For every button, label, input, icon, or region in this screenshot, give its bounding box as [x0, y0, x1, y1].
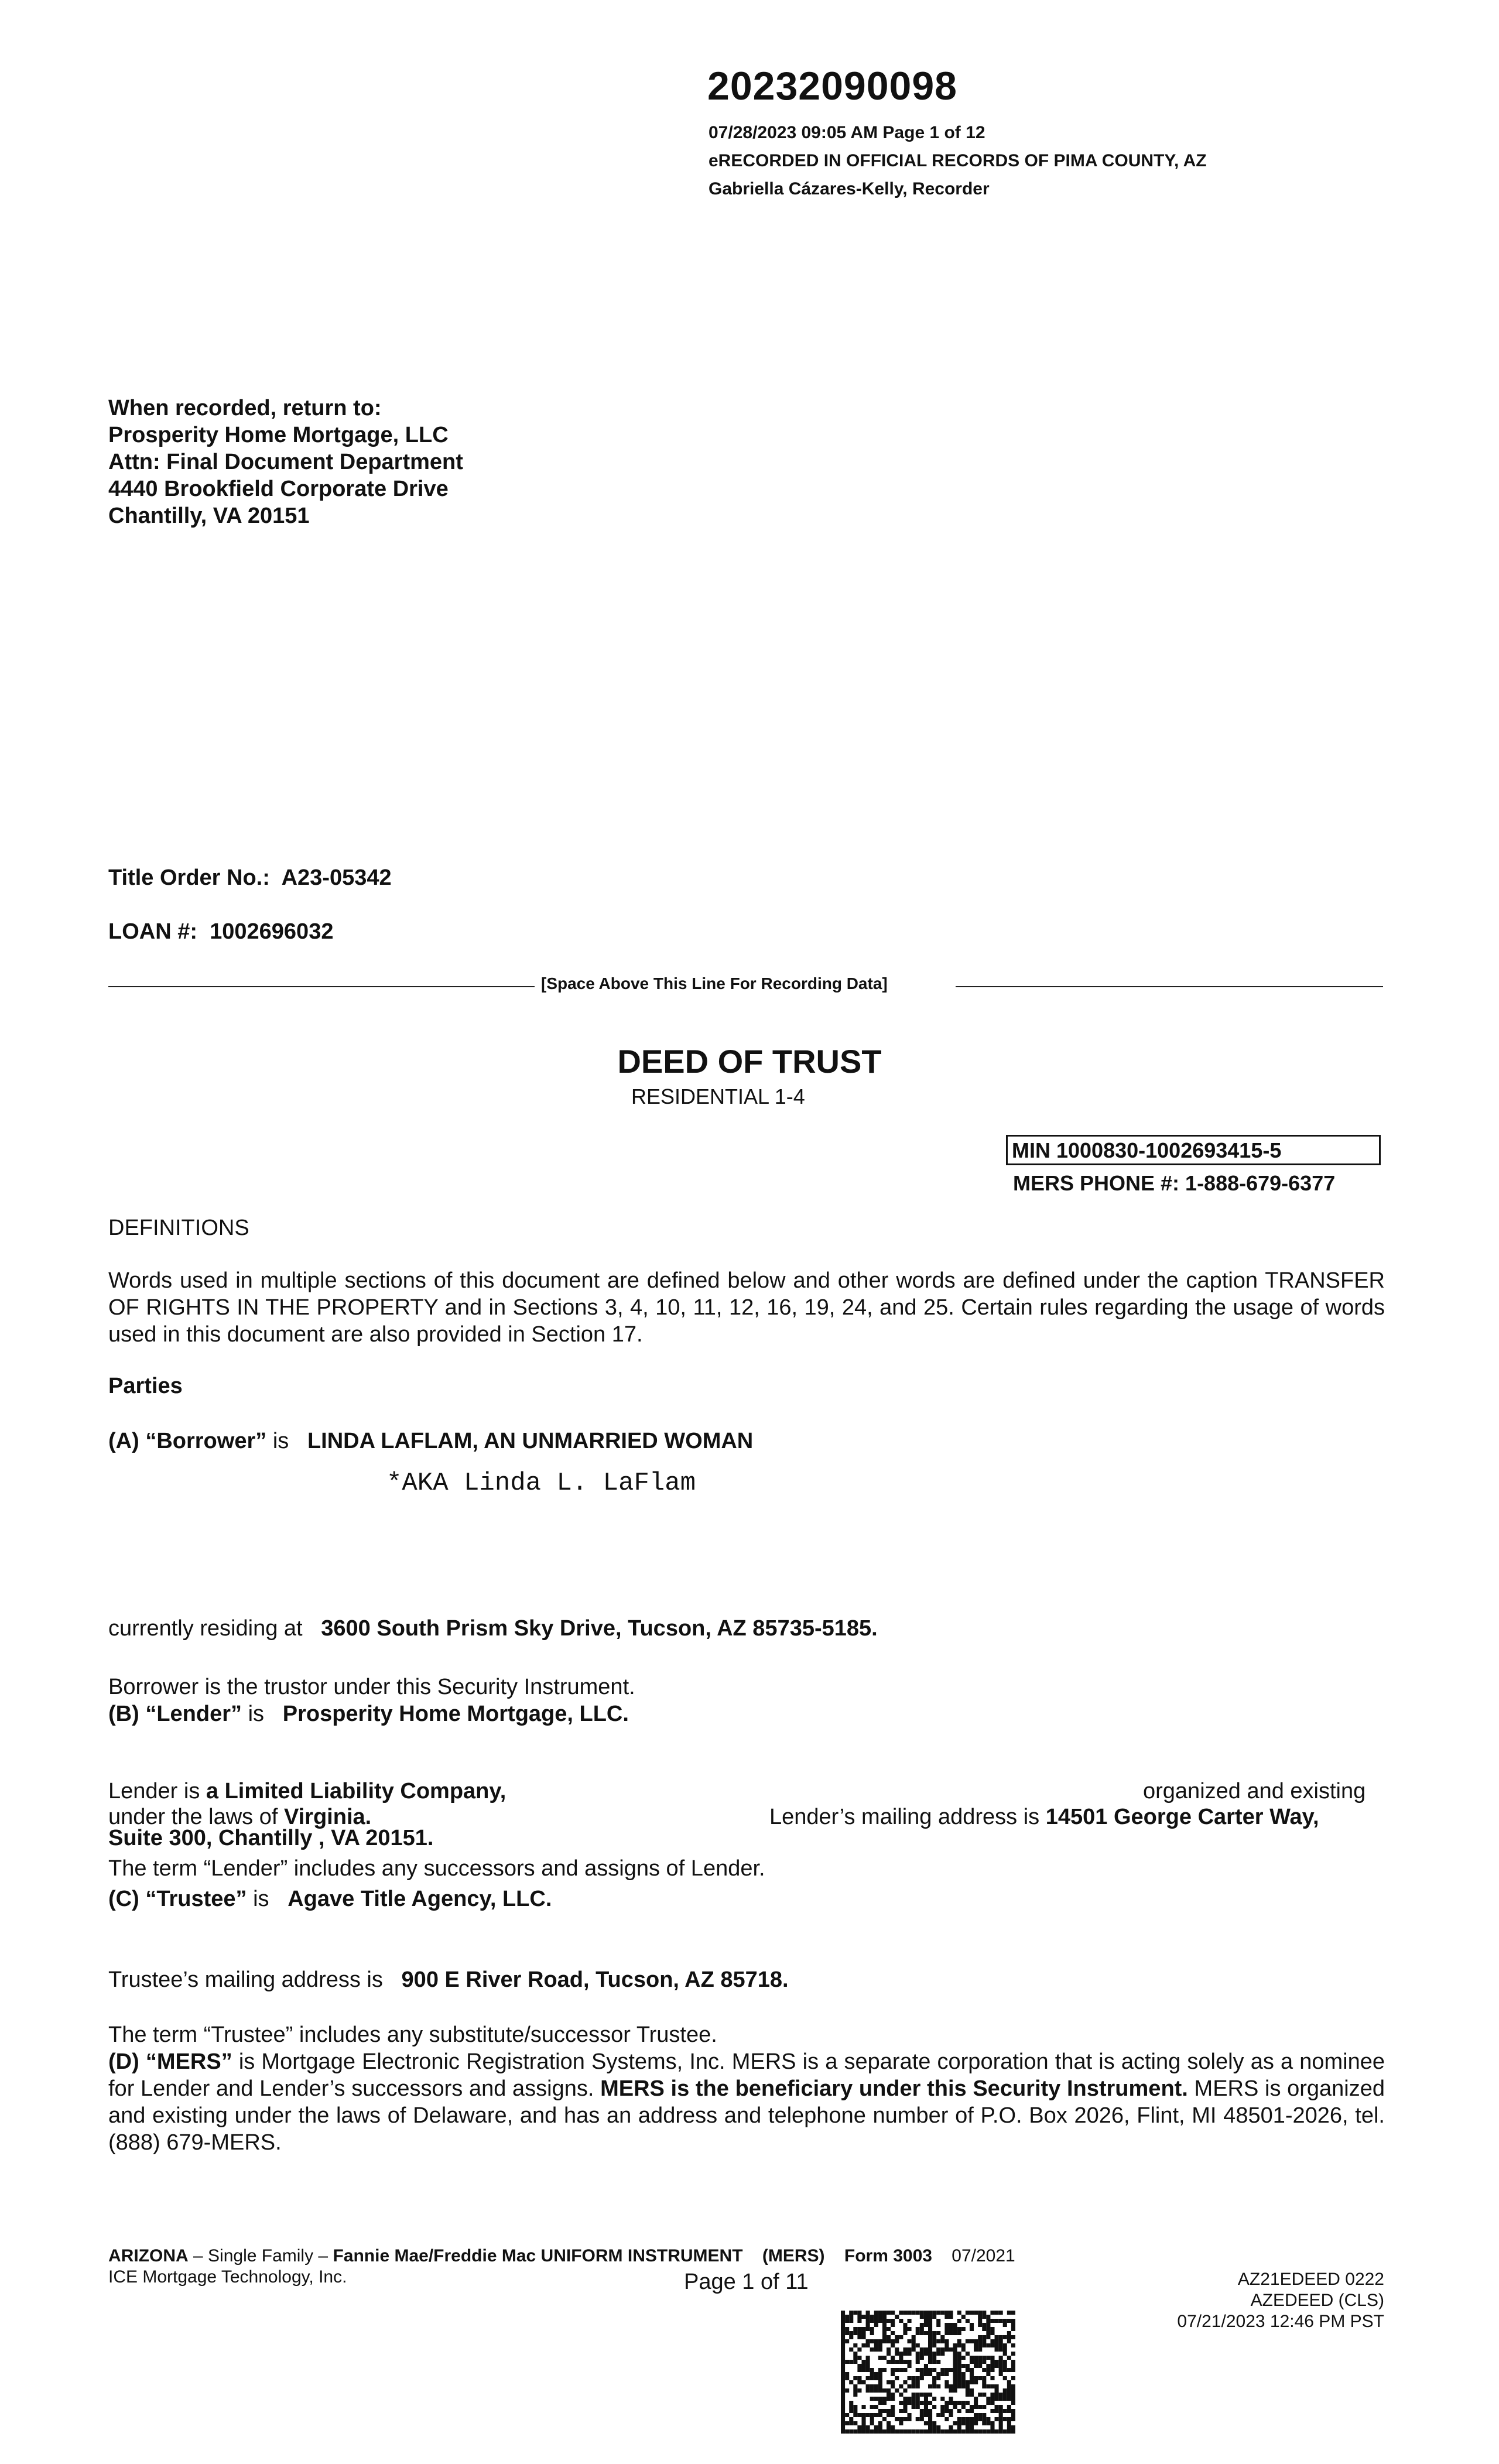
recording-rule-left — [108, 986, 535, 987]
recording-date-page: 07/28/2023 09:05 AM Page 1 of 12 — [709, 123, 985, 142]
footer-company: ICE Mortgage Technology, Inc. — [108, 2267, 347, 2287]
trustor-statement: Borrower is the trustor under this Security Instrument. — [108, 1675, 635, 1699]
return-to-attn: Attn: Final Document Department — [108, 450, 463, 474]
borrower-aka: *AKA Linda L. LaFlam — [386, 1469, 696, 1498]
return-to-city: Chantilly, VA 20151 — [108, 504, 310, 528]
parties-heading: Parties — [108, 1374, 183, 1398]
trustee-prefix: (C) — [108, 1887, 139, 1911]
mers-beneficiary: MERS is the beneficiary under this Security Instrument. — [600, 2076, 1188, 2101]
footer-code-3: 07/21/2023 12:46 PM PST — [1177, 2312, 1384, 2331]
title-order-line — [108, 865, 392, 891]
borrower-name: LINDA LAFLAM, AN UNMARRIED WOMAN — [307, 1429, 754, 1453]
mers-prefix: (D) — [108, 2049, 139, 2074]
trustee-line — [108, 1887, 552, 1912]
borrower-is: is — [272, 1429, 289, 1453]
trustee-name: Agave Title Agency, LLC. — [288, 1887, 552, 1911]
lender-entity-line — [108, 1779, 506, 1804]
space-above-label: [Space Above This Line For Recording Data] — [541, 974, 888, 993]
return-to-heading: When recorded, return to: — [108, 396, 382, 420]
definitions-intro: Words used in multiple sections of this document are defined below and other words are defined under the caption TRANSFER OF RIGHTS IN THE PROPERTY and in Sections 3, 4, 10, 11, 12, 16, 19, 24, and 25. Certain rules regarding the usage of words used in this document are also provided in Section 17. — [108, 1268, 1385, 1347]
recording-office: eRECORDED IN OFFICIAL RECORDS OF PIMA COUNTY, AZ — [709, 151, 1207, 170]
trustee-term: “Trustee” — [145, 1887, 247, 1911]
mers-definition — [108, 2048, 1385, 2156]
footer-page-number: Page 1 of 11 — [684, 2270, 809, 2294]
footer-form-number: Form 3003 — [844, 2246, 932, 2265]
return-to-street: 4440 Brookfield Corporate Drive — [108, 477, 449, 501]
borrower-line — [108, 1429, 753, 1454]
trustee-term-statement: The term “Trustee” includes any substitute/successor Trustee. — [108, 2022, 717, 2047]
trustee-address-line — [108, 1967, 789, 1993]
lender-mailing-label: Lender’s mailing address is — [769, 1805, 1040, 1829]
borrower-prefix: (A) — [108, 1429, 139, 1453]
recorder-name: Gabriella Cázares-Kelly, Recorder — [709, 179, 990, 199]
footer-instrument: Fannie Mae/Freddie Mac UNIFORM INSTRUMENT — [333, 2246, 743, 2265]
document-title: DEED OF TRUST — [617, 1043, 882, 1080]
title-order-label: Title Order No.: — [108, 865, 270, 890]
footer-form-date: 07/2021 — [952, 2246, 1015, 2265]
title-order-value: A23-05342 — [281, 865, 392, 890]
lender-is-label: Lender is — [108, 1779, 200, 1803]
mers-term: “MERS” — [145, 2049, 232, 2074]
lender-entity-type: a Limited Liability Company, — [206, 1779, 506, 1803]
footer-state: ARIZONA — [108, 2246, 189, 2265]
lender-prefix: (B) — [108, 1702, 139, 1726]
recording-rule-right — [956, 986, 1383, 987]
lender-mailing-address: 14501 George Carter Way, — [1045, 1805, 1319, 1829]
mers-text-2: MERS is organized and existing under the laws of Delaware, and has an address and telephone number of P.O. Box 2026, Flint, MI 48501-2026, tel. (888) 679-MERS. — [108, 2076, 1385, 2155]
recording-number: 20232090098 — [707, 64, 958, 108]
footer-code-1: AZ21EDEED 0222 — [1237, 2270, 1384, 2289]
lender-term-statement: The term “Lender” includes any successors and assigns of Lender. — [108, 1856, 765, 1881]
lender-line — [108, 1702, 629, 1727]
residing-line — [108, 1616, 878, 1641]
return-to-company: Prosperity Home Mortgage, LLC — [108, 423, 449, 447]
lender-term: “Lender” — [145, 1702, 242, 1726]
lender-is: is — [248, 1702, 265, 1726]
residing-label: currently residing at — [108, 1616, 303, 1641]
mers-text-1: is Mortgage Electronic Registration Systems, Inc. MERS is a separate corporation that is acting solely as a nominee for Lender and Lender’s successors and assigns. — [108, 2049, 1385, 2101]
barcode-image — [841, 2311, 1015, 2434]
loan-number-line — [108, 919, 333, 944]
lender-organized-text: organized and existing — [1143, 1779, 1366, 1803]
lender-name: Prosperity Home Mortgage, LLC. — [282, 1702, 629, 1726]
definitions-heading: DEFINITIONS — [108, 1216, 249, 1240]
loan-value: 1002696032 — [210, 919, 334, 944]
lender-laws-state: Virginia. — [283, 1805, 372, 1829]
footer-mers: (MERS) — [762, 2246, 825, 2265]
footer-form-desc: – Single Family – — [193, 2246, 328, 2265]
footer-form-line — [108, 2246, 1015, 2266]
residing-address: 3600 South Prism Sky Drive, Tucson, AZ 85735-5185. — [321, 1616, 878, 1641]
trustee-is: is — [253, 1887, 269, 1911]
loan-label: LOAN #: — [108, 919, 197, 944]
lender-mailing-line — [769, 1805, 1319, 1830]
document-subtitle: RESIDENTIAL 1-4 — [631, 1084, 805, 1108]
trustee-address-label: Trustee’s mailing address is — [108, 1967, 383, 1992]
mers-phone: MERS PHONE #: 1-888-679-6377 — [1013, 1171, 1336, 1195]
lender-mailing-suite: Suite 300, Chantilly , VA 20151. — [108, 1826, 434, 1850]
borrower-term: “Borrower” — [145, 1429, 267, 1453]
lender-laws-label: under the laws of — [108, 1805, 278, 1829]
trustee-address-value: 900 E River Road, Tucson, AZ 85718. — [401, 1967, 789, 1992]
footer-code-2: AZEDEED (CLS) — [1250, 2291, 1384, 2310]
min-number: MIN 1000830-1002693415-5 — [1012, 1138, 1282, 1162]
